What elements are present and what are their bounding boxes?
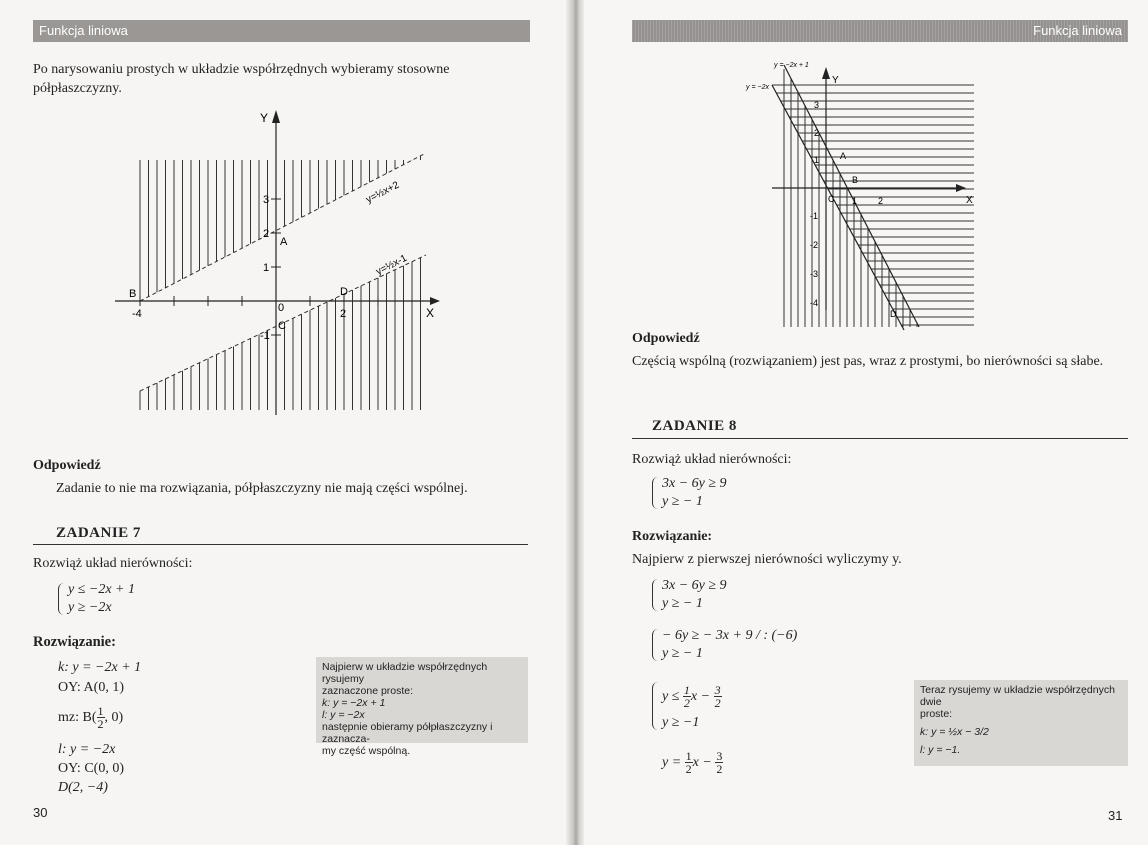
intro-text: Po narysowaniu prostych w układzie współrzędnych wybieramy stosowne półpłaszczyzny.: [33, 62, 450, 96]
hatch-vertical: [784, 69, 917, 327]
graph-left: [110, 105, 450, 425]
chapter-header-right: [632, 20, 1128, 42]
point-c-label: C: [278, 320, 286, 332]
point-b-right: B: [852, 175, 859, 185]
chapter-header-left-text: Funkcja liniowa: [39, 23, 128, 38]
book-spine: [566, 0, 584, 845]
solution-oy-c: OY: C(0, 0): [58, 761, 124, 776]
y-axis-arrow: [272, 110, 280, 123]
y-tick-m3: -3: [810, 269, 819, 279]
tick-0: 0: [278, 302, 285, 314]
solution-k: k: y = −2x + 1: [58, 660, 142, 675]
answer-text-left: Zadanie to nie ma rozwiązania, półpłaszczyzny nie mają części wspólnej.: [56, 481, 468, 496]
side-note-left: [316, 657, 528, 757]
final-equation: y = $\frac{1}{2}$ x − $\frac{3}{2}$: [662, 749, 723, 777]
solution-heading-right: Rozwiązanie:: [632, 529, 713, 544]
solution-heading-left: Rozwiązanie:: [33, 634, 116, 650]
label-top: y = −2x + 1: [774, 62, 809, 69]
note-line-5: następnie obieramy półpłaszczyzny i zaznacza-: [322, 721, 493, 745]
y-tick-m4: -4: [810, 298, 819, 308]
solution-mz: [58, 701, 123, 735]
graph-right: [744, 55, 994, 335]
x-tick-2: 2: [878, 196, 884, 206]
solution-l: l: y = −2x: [58, 742, 116, 757]
y-tick-3: 3: [814, 100, 820, 110]
axis-x-right: X: [966, 195, 973, 206]
mz-fraction: $\frac{1}{2}$: [97, 704, 104, 732]
y-axis-arrow-right: [822, 67, 830, 79]
task-7-title: ZADANIE 7: [56, 525, 141, 541]
tick-minus4: -4: [132, 308, 142, 320]
side-note-right: Teraz rysujemy w układzie współrzędnych dwie proste: k: y = ½x − 3/2 l: y = −1.: [914, 680, 1128, 766]
task-7-rule: [33, 544, 528, 545]
note-line-2: zaznaczone proste:: [322, 685, 414, 697]
solution-oy-a: OY: A(0, 1): [58, 680, 124, 695]
task-8-system-3: − 6y ≥ − 3x + 9 / : (−6) y ≥ − 1: [652, 627, 797, 663]
chapter-header-left: [33, 20, 530, 42]
task-8-rule: [632, 438, 1128, 439]
tick-y2: 2: [263, 228, 270, 240]
x-tick-1: 1: [852, 196, 858, 206]
x-axis-arrow-right: [956, 184, 966, 192]
task-8-prompt: Rozwiąż układ nierówności:: [632, 452, 792, 467]
answer-text-right: Częścią wspólną (rozwiązaniem) jest pas, wraz z prostymi, bo nierówności są słabe.: [632, 354, 1104, 369]
tick-y1: 1: [263, 262, 270, 274]
point-d-label: D: [340, 286, 348, 298]
point-d-right: D: [890, 309, 897, 319]
line2-label: y=½x-1: [374, 252, 409, 278]
task-8-system-4: y ≤ $\frac{1}{2}$ x − $\frac{3}{2}$ y ≥ −1: [652, 680, 722, 732]
solution-d: D(2, −4): [58, 780, 108, 795]
axis-y-right: Y: [832, 75, 839, 86]
point-c-right: C: [828, 194, 835, 204]
hatch-bottom: [140, 258, 421, 410]
mz-tail: , 0): [104, 710, 124, 725]
y-tick-m1: -1: [810, 211, 819, 221]
task-7-prompt: Rozwiąż układ nierówności:: [33, 556, 193, 571]
note-line-1: Najpierw w układzie współrzędnych rysujemy: [322, 661, 488, 685]
solution-intro: Najpierw z pierwszej nierówności wyliczymy y.: [632, 552, 902, 567]
point-b-label: B: [129, 288, 137, 300]
chapter-header-right-text: Funkcja liniowa: [1033, 23, 1122, 38]
task-8-system-1: 3x − 6y ≥ 9 y ≥ − 1: [652, 475, 727, 511]
right-page: [584, 0, 1148, 845]
note-line-6: my część wspólną.: [322, 745, 411, 757]
label-left: y = −2x: [746, 84, 769, 91]
page-number-left: 30: [33, 805, 48, 820]
system-line-1: y ≤ −2x + 1: [68, 582, 136, 597]
tick-y3: 3: [263, 194, 270, 206]
page-number-right: 31: [1108, 808, 1123, 823]
hatch-horizontal: [772, 85, 974, 325]
line1-label: y=½x+2: [364, 179, 402, 206]
axis-x-label: X: [426, 306, 435, 320]
note-line-4: l: y = −2x: [322, 709, 365, 721]
point-a-label: A: [280, 236, 288, 248]
x-axis-arrow: [430, 297, 440, 305]
answer-heading-right: Odpowiedź: [632, 331, 700, 346]
note-line-3: k: y = −2x + 1: [322, 697, 386, 709]
y-tick-2: 2: [814, 128, 820, 138]
mz-label: mz: B(: [58, 710, 97, 725]
answer-heading-left: Odpowiedź: [33, 458, 101, 473]
point-a-right: A: [840, 151, 847, 161]
left-page: [0, 0, 570, 845]
y-tick-m2: -2: [810, 240, 819, 250]
task-8-system-2: 3x − 6y ≥ 9 y ≥ − 1: [652, 577, 727, 613]
axis-y-label: Y: [260, 111, 269, 125]
task-8-title: ZADANIE 8: [652, 418, 737, 434]
system-brace: [58, 583, 65, 615]
line-l: [772, 85, 904, 330]
tick-x2: 2: [340, 308, 347, 320]
y-tick-1: 1: [814, 155, 820, 165]
task-7-system: [58, 581, 135, 617]
tick-y-minus1: -1: [260, 330, 270, 342]
system-line-2: y ≥ −2x: [68, 600, 112, 615]
